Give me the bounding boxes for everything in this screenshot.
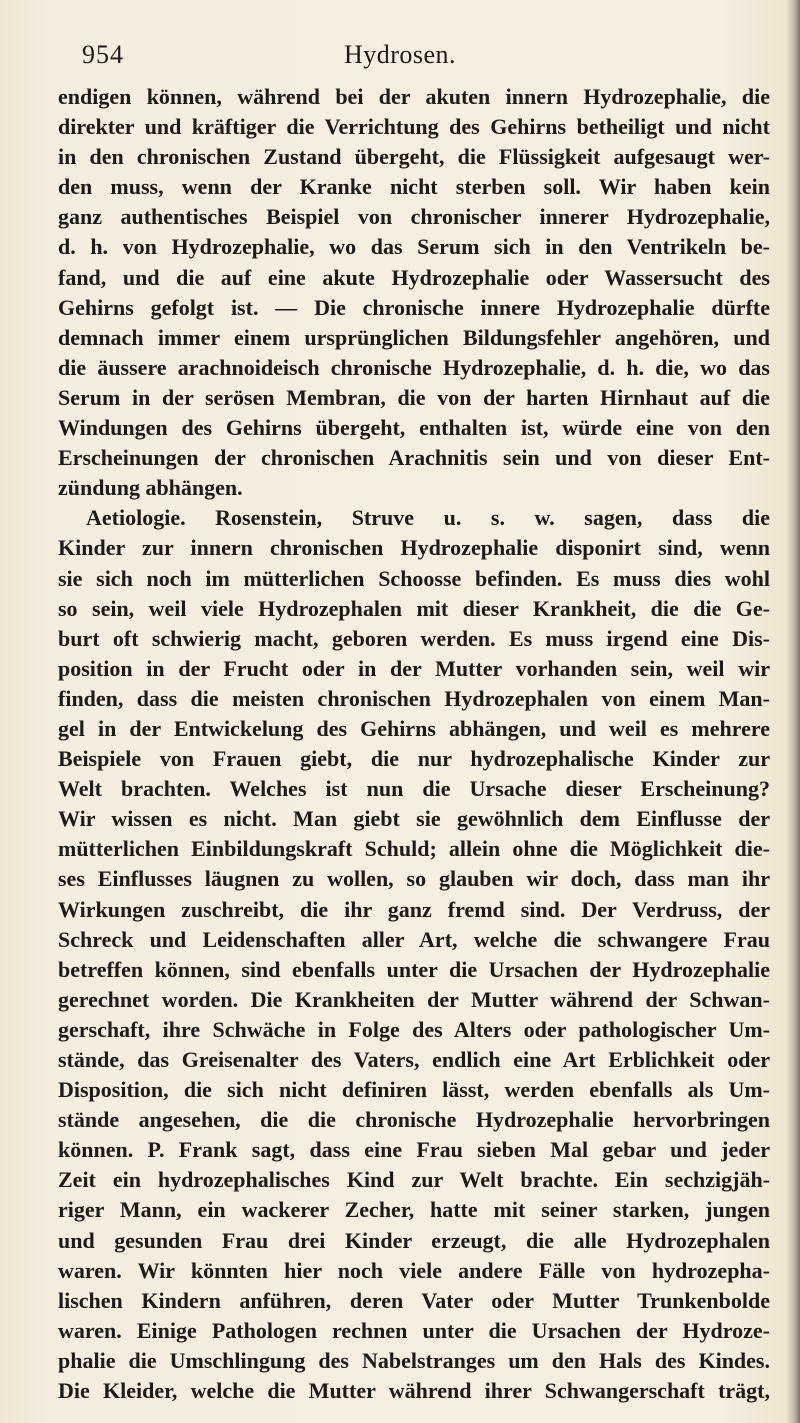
text-line: mütterlichen Einbildungskraft Schuld; allein ohne die Möglichkeit die- [58, 836, 770, 862]
text-line: Zeit ein hydrozephalisches Kind zur Welt brachte. Ein sechzigjäh- [58, 1167, 770, 1193]
text-line: die äussere arachnoideisch chronische Hydrozephalie, d. h. die, wo das [58, 354, 770, 380]
text-line: ses Einflusses läugnen zu wollen, so glauben wir doch, dass man ihr [58, 866, 770, 892]
text-line: betreffen können, sind ebenfalls unter die Ursachen der Hydrozephalie [58, 956, 770, 982]
text-line: direkter und kräftiger die Verrichtung des Gehirns betheiligt und nicht [58, 114, 770, 140]
text-line: phalie die Umschlingung des Nabelstranges um den Hals des Kindes. [58, 1347, 770, 1373]
text-line: d. h. von Hydrozephalie, wo das Serum sich in den Ventrikeln be- [58, 234, 770, 260]
body-text [58, 82, 770, 1406]
text-line: riger Mann, ein wackerer Zecher, hatte mit seiner starken, jungen [58, 1197, 770, 1223]
text-line: so sein, weil viele Hydrozephalen mit dieser Krankheit, die die Ge- [58, 595, 770, 621]
text-line: waren. Einige Pathologen rechnen unter die Ursachen der Hydroze- [58, 1317, 770, 1343]
text-line: Gehirns gefolgt ist. — Die chronische innere Hydrozephalie dürfte [58, 294, 770, 320]
text-line: Serum in der serösen Membran, die von der harten Hirnhaut auf die [58, 384, 770, 410]
text-line: Schreck und Leidenschaften aller Art, welche die schwangere Frau [58, 926, 770, 952]
text-line: lischen Kindern anführen, deren Vater oder Mutter Trunkenbolde [58, 1287, 770, 1313]
text-line: gerechnet worden. Die Krankheiten der Mutter während der Schwan- [58, 986, 770, 1012]
text-line: den muss, wenn der Kranke nicht sterben soll. Wir haben kein [58, 174, 770, 200]
text-line: finden, dass die meisten chronischen Hydrozephalen von einem Man- [58, 685, 770, 711]
text-line: Wirkungen zuschreibt, die ihr ganz fremd sind. Der Verdruss, der [58, 896, 770, 922]
text-line: Die Kleider, welche die Mutter während ihrer Schwangerschaft trägt, [58, 1378, 770, 1404]
text-line: burt oft schwierig macht, geboren werden. Es muss irgend eine Dis- [58, 625, 770, 651]
text-line: können. P. Frank sagt, dass eine Frau sieben Mal gebar und jeder [58, 1137, 770, 1163]
text-line: stände, das Greisenalter des Vaters, endlich eine Art Erblichkeit oder [58, 1047, 770, 1072]
text-line: gel in der Entwickelung des Gehirns abhängen, und weil es mehrere [58, 715, 770, 741]
text-line: gerschaft, ihre Schwäche in Folge des Alters oder pathologischer Um- [58, 1016, 770, 1042]
text-line: Wir wissen es nicht. Man giebt sie gewöhnlich dem Einflusse der [58, 806, 770, 832]
text-line: Welt brachten. Welches ist nun die Ursache dieser Erscheinung? [58, 776, 770, 802]
text-line: position in der Frucht oder in der Mutter vorhanden sein, weil wir [58, 655, 770, 681]
text-line: Erscheinungen der chronischen Arachnitis sein und von dieser Ent- [58, 445, 770, 471]
text-line: und gesunden Frau drei Kinder erzeugt, die alle Hydrozephalen [58, 1227, 770, 1253]
text-line: endigen können, während bei der akuten innern Hydrozephalie, die [58, 84, 770, 109]
text-line: in den chronischen Zustand übergeht, die Flüssigkeit aufgesaugt wer- [58, 144, 770, 170]
text-line: ganz authentisches Beispiel von chronischer innerer Hydrozephalie, [58, 204, 770, 230]
text-line: waren. Wir könnten hier noch viele andere Fälle von hydrozepha- [58, 1257, 770, 1283]
text-line: fand, und die auf eine akute Hydrozephalie oder Wassersucht des [58, 264, 770, 290]
text-line: sie sich noch im mütterlichen Schoosse befinden. Es muss dies wohl [58, 565, 770, 591]
section-heading-line: Aetiologie. Rosenstein, Struve u. s. w. sagen, dass die [86, 505, 770, 531]
text-line: Windungen des Gehirns übergeht, enthalten ist, würde eine von den [58, 415, 770, 441]
text-line: demnach immer einem ursprünglichen Bildungsfehler angehören, und [58, 324, 770, 350]
text-line: stände angesehen, die die chronische Hydrozephalie hervorbringen [58, 1107, 770, 1133]
text-line: Disposition, die sich nicht definiren lässt, werden ebenfalls als Um- [58, 1077, 770, 1103]
running-head: Hydrosen. [343, 40, 457, 69]
text-line: Beispiele von Frauen giebt, die nur hydrozephalische Kinder zur [58, 746, 770, 772]
page-edge-shadow [786, 0, 800, 1423]
page-header [60, 40, 740, 80]
text-line: Kinder zur innern chronischen Hydrozephalie disponirt sind, wenn [58, 535, 770, 561]
text-line: zündung abhängen. [58, 475, 243, 501]
page-number: 954 [82, 40, 124, 69]
